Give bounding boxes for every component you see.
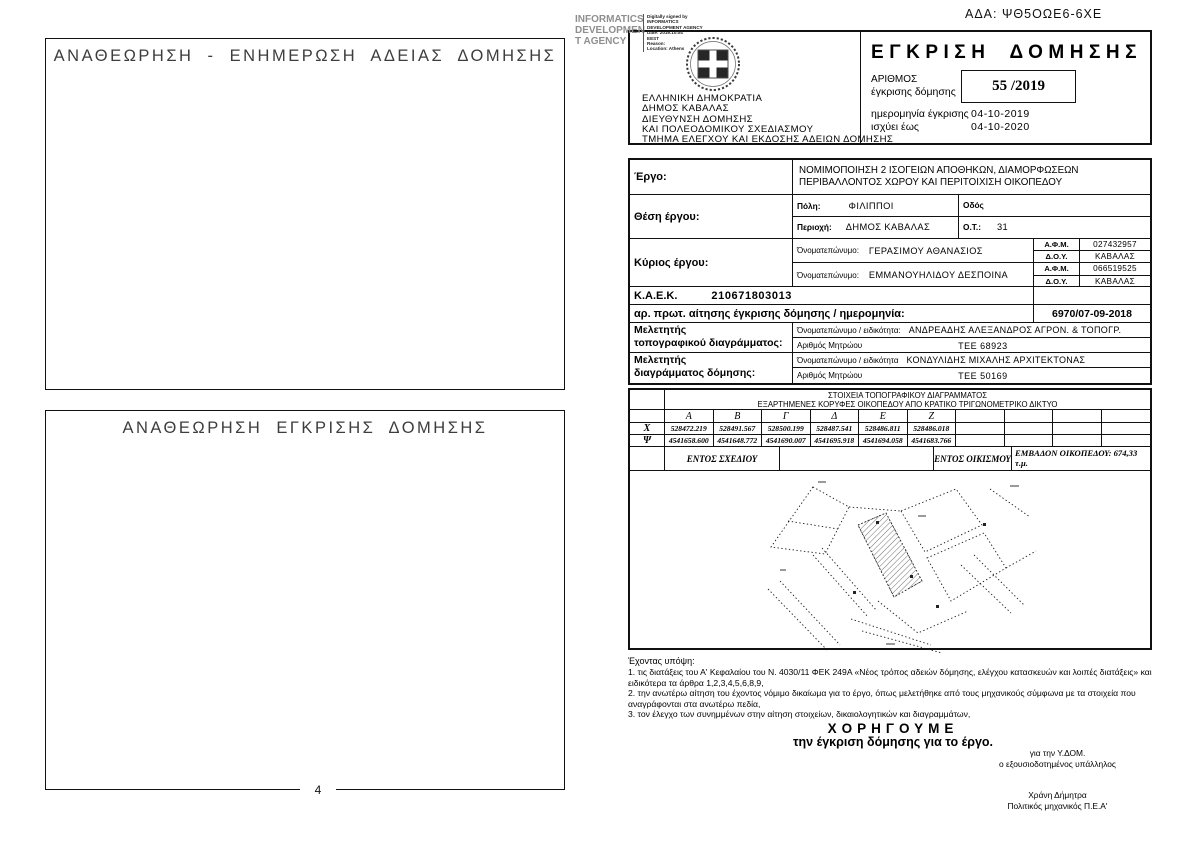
vertex-header: Δ [811, 410, 860, 422]
digital-signature-stamp [575, 14, 733, 52]
vertex-header: Ζ [908, 410, 957, 422]
footer-block [628, 656, 1158, 747]
sign-role: ο εξουσιοδοτημένος υπάλληλος [999, 758, 1116, 769]
grant-title: ΧΟΡΗΓΟΥΜΕ [827, 721, 959, 737]
designer-row [630, 353, 1150, 383]
surveyor-label: Μελετητής τοπογραφικού διαγράμματος: [634, 324, 783, 349]
valid-until-value: 04-10-2020 [971, 121, 1030, 133]
owner-name-cell [793, 239, 1033, 262]
city-value: ΦΙΛΙΠΠΟΙ [848, 200, 894, 211]
kaek-label: Κ.Α.Ε.Κ. [634, 290, 678, 302]
owner-name-label: Όνοματεπώνυμο: [797, 270, 859, 280]
vertex-header: Β [714, 410, 763, 422]
y-coordinates-row [630, 435, 1150, 447]
project-value: ΝΟΜΙΜΟΠΟΙΗΣΗ 2 ΙΣΟΓΕΙΩΝ ΑΠΟΘΗΚΩΝ, ΔΙΑΜΟΡΦΩΣΕΩΝ ΠΕΡΙΒΑΛΛΟΝΤΟΣ ΧΩΡΟΥ ΚΑΙ ΠΕΡΙΤΟΙΧΙΣΗ ΟΙΚΟΠΕΔΟΥ [792, 160, 1150, 194]
project-row [630, 160, 1150, 195]
owner-tax-block [1033, 263, 1150, 287]
y-value: 4541683.766 [908, 435, 957, 446]
protocol-label: αρ. πρωτ. αίτησης έγκρισης δόμησης / ημερομηνία: [634, 308, 905, 320]
location-row [630, 195, 1150, 239]
x-value: 528472.219 [665, 423, 714, 434]
approval-number-label: ΑΡΙΘΜΟΣ έγκρισης δόμησης [871, 74, 956, 98]
regard-item: 2. την ανωτέρω αίτηση του έχοντος νόμιμο δικαίωμα για το έργο, όπως μελετήθηκε από τους μηχανικούς σύμφωνα με τα στοιχεία που αναγράφονται στα ανωτέρω πεδία, [628, 688, 1136, 709]
designer-content [792, 353, 1150, 383]
location-content [792, 195, 1150, 238]
vertex-header: Γ [762, 410, 811, 422]
protocol-cell [630, 305, 1033, 323]
street-label: Οδός [963, 200, 984, 211]
block-cell [958, 217, 1150, 239]
owner-entry [793, 239, 1150, 263]
y-value: 4541695.918 [811, 435, 860, 446]
afm-value: 066519525 [1093, 264, 1137, 274]
y-label: Ψ [630, 435, 665, 446]
surveyor-name-value: ΑΝΔΡΕΑΔΗΣ ΑΛΕΞΑΝΔΡΟΣ ΑΓΡΟΝ. & ΤΟΠΟΓΡ. [908, 325, 1122, 335]
x-value: 528486.811 [859, 423, 908, 434]
permit-revision-box [45, 38, 565, 390]
protocol-row [630, 305, 1150, 323]
area-value: ΔΗΜΟΣ ΚΑΒΑΛΑΣ [845, 222, 931, 232]
signer-block [955, 790, 1160, 811]
stamp-agency-text: INFORMATICS DEVELOPMEN T AGENCY [575, 14, 646, 47]
doy-label: Δ.Ο.Υ. [1034, 276, 1080, 288]
afm-label: Α.Φ.Μ. [1034, 239, 1080, 250]
block-label: Ο.Τ.: [963, 222, 981, 233]
street-cell [958, 195, 1150, 216]
x-value: 528491.567 [714, 423, 763, 434]
page-number: 4 [300, 783, 336, 797]
designer-reg-label: Αριθμός Μητρώου [797, 371, 863, 380]
sign-for: για την Υ.ΔΟΜ. [1029, 748, 1086, 758]
doy-value: ΚΑΒΑΛΑΣ [1095, 252, 1135, 261]
signer-name: Χράνη Δήμητρα [1028, 790, 1087, 800]
permit-revision-title: ΑΝΑΘΕΩΡΗΣΗ - ΕΝΗΜΕΡΩΣΗ ΑΔΕΙΑΣ ΔΟΜΗΣΗΣ [53, 47, 557, 65]
kaek-empty-cell [1033, 287, 1150, 304]
designer-reg-value: ΤΕΕ 50169 [958, 370, 1008, 381]
x-label: Χ [630, 423, 665, 434]
signature-authority-block [955, 748, 1160, 769]
signer-title: Πολιτικός μηχανικός Π.Ε.Α' [1007, 800, 1108, 811]
permit-details-table [628, 158, 1152, 385]
y-value: 4541694.058 [859, 435, 908, 446]
surveyor-name-label: Όνοματεπώνυμο / ειδικότητα: [797, 325, 901, 335]
valid-until-label: ισχύει έως [871, 121, 919, 133]
approval-date-label: ημερομηνία έγκρισης [871, 108, 969, 120]
vertex-header: Α [665, 410, 714, 422]
survey-title: ΣΤΟΙΧΕΙΑ ΤΟΠΟΓΡΑΦΙΚΟΥ ΔΙΑΓΡΑΜΜΑΤΟΣ ΕΞΑΡΤΗΜΕΝΕΣ ΚΟΡΥΦΕΣ ΟΙΚΟΠΕΔΟΥ ΑΠΟ ΚΡΑΤΙΚΟ ΤΡΙΓΩΝΟΜΕΤΡΙΚΟ ΔΙΚΤΥΟ [757, 391, 1058, 409]
kaek-row [630, 287, 1150, 305]
survey-title-row [630, 390, 1150, 410]
document-title: ΕΓΚΡΙΣΗ ΔΟΜΗΣΗΣ [871, 42, 1142, 63]
survey-table [628, 388, 1152, 650]
approval-revision-title: ΑΝΑΘΕΩΡΗΣΗ ΕΓΚΡΙΣΗΣ ΔΟΜΗΣΗΣ [122, 419, 488, 437]
x-value: 528486.018 [908, 423, 957, 434]
x-coordinates-row [630, 423, 1150, 435]
approval-number-value: 55 /2019 [961, 70, 1076, 103]
x-value: 528487.541 [811, 423, 860, 434]
grant-text: την έγκριση δόμησης για το έργο. [792, 734, 994, 749]
kaek-value: 210671803013 [711, 290, 793, 302]
location-label: Θέση έργου: [634, 210, 700, 223]
vertex-header: Ε [859, 410, 908, 422]
ada-code: ΑΔΑ: ΨΘ5ΟΩΕ6-6ΧΕ [965, 7, 1103, 21]
area-label: Περιοχή: [797, 222, 832, 232]
y-value: 4541690.007 [762, 435, 811, 446]
owner-row [630, 239, 1150, 287]
owner-tax-block [1033, 239, 1150, 262]
city-cell [793, 195, 958, 216]
doy-label: Δ.Ο.Υ. [1034, 251, 1080, 262]
approval-header-block [860, 32, 1150, 143]
surveyor-row [630, 323, 1150, 353]
kaek-cell [630, 287, 1033, 305]
doy-value: ΚΑΒΑΛΑΣ [1095, 276, 1135, 286]
designer-name-value: ΚΟΝΔΥΛΙΔΗΣ ΜΙΧΑΛΗΣ ΑΡΧΙΤΕΚΤΟΝΑΣ [906, 355, 1086, 365]
afm-value: 027432957 [1093, 240, 1137, 249]
approval-dates [871, 108, 1030, 134]
block-value: 31 [996, 222, 1009, 233]
surveyor-reg-label: Αριθμός Μητρώου [797, 341, 863, 350]
plot-area-note: ΕΜΒΑΔΟΝ ΟΙΚΟΠΕΔΟΥ: 674,33 τ.μ. [1015, 448, 1138, 468]
site-plan-area [630, 471, 1150, 648]
y-value: 4541658.600 [665, 435, 714, 446]
project-label: Έργο: [634, 171, 667, 183]
survey-header-row [630, 410, 1150, 423]
regard-item: 3. τον έλεγχο των συνημμένων στην αίτηση στοιχείων, δικαιολογητικών και διαγραμμάτων, [628, 709, 971, 720]
zones-row [630, 447, 1150, 471]
zone-in-settlement: ΕΝΤΟΣ ΟΙΚΙΣΜΟΥ [934, 447, 1012, 470]
x-value: 528500.199 [762, 423, 811, 434]
authority-lines: ΕΛΛΗΝΙΚΗ ΔΗΜΟΚΡΑΤΙΑ ΔΗΜΟΣ ΚΑΒΑΛΑΣ ΔΙΕΥΘΥΝΣΗ ΔΟΜΗΣΗΣ ΚΑΙ ΠΟΛΕΟΔΟΜΙΚΟΥ ΣΧΕΔΙΑΣΜΟΥ ΤΜΗΜΑ ΕΛΕΓΧΟΥ ΚΑΙ ΕΚΔΟΣΗΣ ΑΔΕΙΩΝ ΔΟΜΗΣΗΣ [642, 93, 894, 146]
having-regard-label: Έχοντας υπόψη: [628, 656, 695, 666]
approval-date-value: 04-10-2019 [971, 108, 1030, 120]
owner-name-label: Όνοματεπώνυμο: [797, 246, 859, 255]
regard-item: 1. τις διατάξεις του Α' Κεφαλαίου του Ν. 4030/11 ΦΕΚ 249Α «Νέος τρόπος αδειών δόμησης, ελέγχου κατασκευών και λοιπές διατάξεις» και ειδικότερα τα άρθρα 1,2,3,4,5,6,8,9, [628, 667, 1152, 688]
owner-name-value: ΓΕΡΑΣΙΜΟΥ ΑΘΑΝΑΣΙΟΣ [868, 245, 983, 256]
owner-content [792, 239, 1150, 286]
stamp-details-text: Digitally signed by INFORMATICS DEVELOPMENT AGENCY Date: 2019.10.04 EEST Reason: Location: Athens [643, 14, 733, 52]
owner-label: Κύριος έργου: [634, 256, 709, 269]
surveyor-reg-value: ΤΕΕ 68923 [958, 340, 1008, 351]
zone-in-plan: ΕΝΤΟΣ ΣΧΕΔΙΟΥ [665, 447, 780, 470]
site-plan-sketch [758, 473, 1048, 653]
area-cell [793, 217, 958, 238]
surveyor-content [792, 323, 1150, 352]
owner-name-value: ΕΜΜΑΝΟΥΗΛΙΔΟΥ ΔΕΣΠΟΙΝΑ [868, 270, 1009, 280]
owner-name-cell [793, 263, 1033, 287]
approval-revision-box [45, 410, 565, 790]
owner-entry [793, 263, 1150, 287]
protocol-value: 6970/07-09-2018 [1033, 305, 1150, 322]
y-value: 4541648.772 [714, 435, 763, 446]
afm-label: Α.Φ.Μ. [1034, 263, 1080, 275]
city-label: Πόλη: [797, 200, 821, 211]
designer-name-label: Όνοματεπώνυμο / ειδικότητα [797, 355, 899, 365]
designer-label: Μελετητής διαγράμματος δόμησης: [634, 354, 756, 379]
